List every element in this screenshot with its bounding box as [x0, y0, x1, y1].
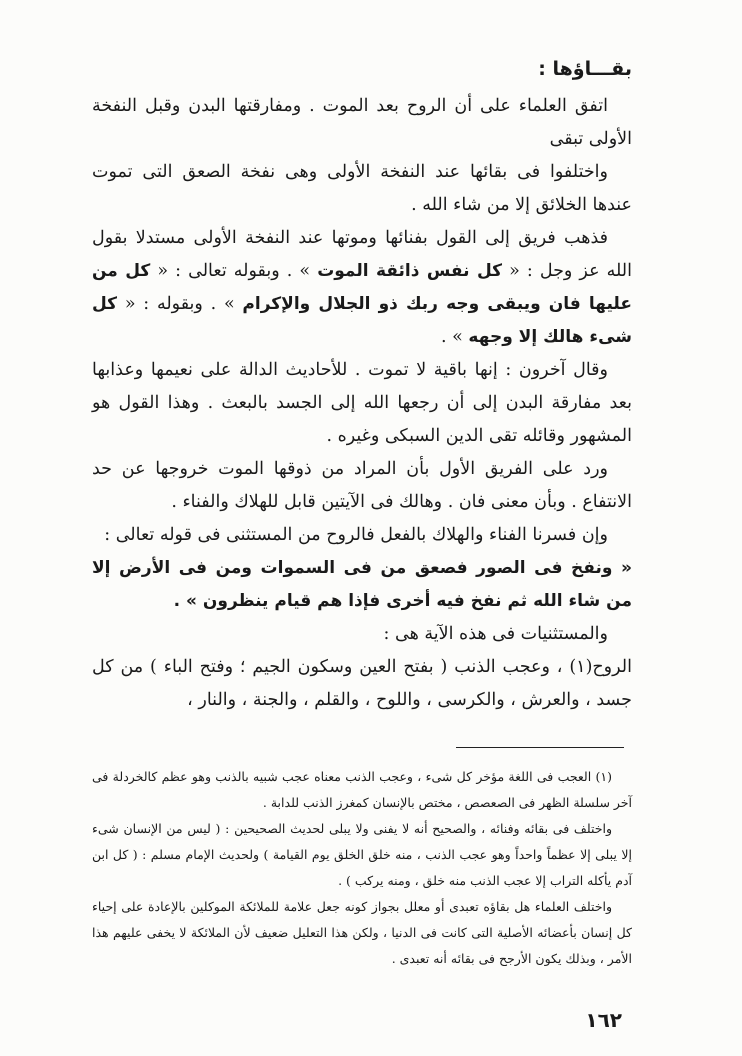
quran-verse-4: « ونفخ فى الصور فصعق من فى السموات ومن فى الأرض إلا من شاء الله ثم نفخ فيه أخرى فإذا هم قيام ينظرون » . — [92, 558, 632, 611]
footnote-3: واختلف العلماء هل بقاؤه تعبدى أو معلل بجواز كونه جعل علامة للملائكة الموكلين بالإعادة على إحياء كل إنسان بأعضائه الأصلية التى كانت فى الدنيا ، ولكن هذا التعليل ضعيف لأن الملائكة لا يخفى عليهم هذا الأمر ، وبذلك يكون الأرجح فى بقائه أنه تعبدى . — [92, 899, 632, 966]
section-heading: بقـــاؤها : — [538, 58, 632, 80]
paragraph-3-text-b: » . وبقوله تعالى : « — [157, 261, 311, 281]
main-text — [92, 58, 632, 717]
paragraph-2: واختلفوا فى بقائها عند النفخة الأولى وهى نفخة الصعق التى تموت عندها الخلائق إلا من شاء الله . — [92, 162, 632, 215]
paragraph-1: اتفق العلماء على أن الروح بعد الموت . ومفارقتها البدن وقبل النفخة الأولى تبقى — [92, 96, 632, 149]
page-number: ١٦٢ — [585, 1008, 622, 1032]
paragraph-5: ورد على الفريق الأول بأن المراد من ذوقها الموت خروجها عن حد الانتفاع . وبأن معنى فان . وهالك فى الآيتين قابل للهلاك والفناء . — [92, 459, 632, 512]
paragraph-6: وإن فسرنا الفناء والهلاك بالفعل فالروح من المستثنى فى قوله تعالى : — [104, 525, 608, 545]
quran-verse-2: كل من عليها فان ويبقى وجه ربك ذو الجلال والإكرام — [92, 261, 632, 314]
quran-verse-3: كل شىء هالك إلا وجهه — [92, 294, 632, 347]
quran-verse-1: كل نفس ذائقة الموت — [317, 261, 503, 281]
paragraph-9: الروح(١) ، وعجب الذنب ( بفتح العين وسكون الجيم ؛ وفتح الباء ) من كل جسد ، والعرش ، والكرسى ، واللوح ، والقلم ، والجنة ، والنار ، — [92, 657, 632, 710]
footnotes — [92, 764, 632, 972]
paragraph-3-text-c: » . وبقوله : « — [124, 294, 235, 314]
paragraph-8: والمستثنيات فى هذه الآية هى : — [383, 624, 608, 644]
footnote-2: واختلف فى بقائه وفنائه ، والصحيح أنه لا يفنى ولا يبلى لحديث الصحيحين : ( ليس من الإنسان شىء إلا يبلى إلا عظماً واحداً وهو عجب الذنب ، منه خلق الخلق يوم القيامة ) ولحديث الإمام مسلم : ( كل ابن آدم يأكله التراب إلا عجب الذنب منه خلق ، ومنه يركب ) . — [92, 821, 632, 888]
footnote-divider — [456, 747, 624, 748]
footnote-1: (١) العجب فى اللغة مؤخر كل شىء ، وعجب الذنب معناه عجب شبيه بالذنب وهو عظم كالخردلة فى آخر سلسلة الظهر فى الصعصص ، مختص بالإنسان كمغرز الذنب للدابة . — [92, 769, 632, 810]
paragraph-3 — [92, 222, 632, 354]
paragraph-3-text-d: » . — [440, 327, 463, 347]
paragraph-3-text-a: فذهب فريق إلى القول بفنائها وموتها عند النفخة الأولى مستدلا بقول الله عز وجل : « — [92, 228, 632, 281]
paragraph-4: وقال آخرون : إنها باقية لا تموت . للأحاديث الدالة على نعيمها وعذابها بعد مفارقة البدن إلى أن رجعها الله إلى الجسد بالبعث . وهذا القول هو المشهور وقائله تقى الدين السبكى وغيره . — [92, 360, 632, 446]
